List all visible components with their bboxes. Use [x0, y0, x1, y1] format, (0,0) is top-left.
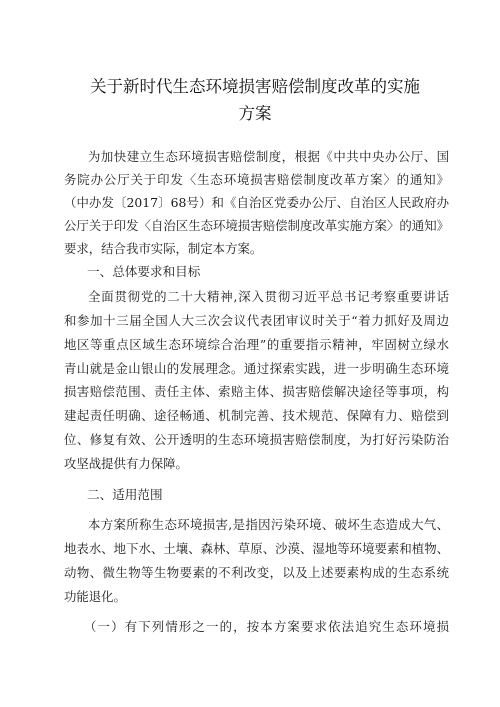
section-1-line-8: 攻坚战提供有力保障。 [64, 456, 188, 471]
section-1-line-3: 地区等重点区域生态环境综合治理”的重要指示精神，牢固树立绿水 [64, 337, 449, 352]
section-1-line-6: 建起责任明确、途径畅通、机制完善、技术规范、保障有力、赔偿到 [64, 408, 449, 423]
intro-line-3: （中办发〔2017〕68号）和《自治区党委办公厅、自治区人民政府办 [64, 195, 449, 210]
section-1-line-5: 损害赔偿范围、责任主体、索赔主体、损害赔偿解决途径等事项，构 [64, 384, 449, 399]
document-title-line-1: 关于新时代生态环境损害赔偿制度改革的实施 [90, 77, 420, 96]
document-title-line-2: 方案 [238, 104, 272, 123]
section-1-line-1: 全面贯彻党的二十大精神,深入贯彻习近平总书记考察重要讲话 [88, 289, 449, 304]
item-1-line: （一）有下列情形之一的，按本方案要求依法追究生态环境损 [84, 619, 449, 634]
section-2-line-4: 功能退化。 [64, 589, 126, 604]
intro-line-2: 务院办公厅关于印发〈生态环境损害赔偿制度改革方案〉的通知》 [64, 172, 449, 187]
section-2-line-1: 本方案所称生态环境损害,是指因污染环境、破坏生态造成大气、 [88, 517, 449, 532]
intro-line-1: 为加快建立生态环境损害赔偿制度，根据《中共中央办公厅、国 [88, 149, 449, 164]
section-1-heading: 一、总体要求和目标 [87, 264, 201, 279]
section-1-line-4: 青山就是金山银山的发展理念。通过探索实践，进一步明确生态环境 [64, 361, 449, 376]
section-2-line-3: 动物、微生物等生物要素的不利改变，以及上述要素构成的生态系统 [64, 565, 449, 580]
section-1-line-2: 和参加十三届全国人大三次会议代表团审议时关于“着力抓好及周边 [64, 313, 449, 328]
intro-line-4: 公厅关于印发〈自治区生态环境损害赔偿制度改革实施方案〉的通知》 [64, 218, 449, 233]
intro-line-5: 要求，结合我市实际，制定本方案。 [64, 241, 263, 256]
section-2-line-2: 地表水、地下水、土壤、森林、草原、沙漠、湿地等环境要素和植物、 [64, 541, 449, 556]
section-2-heading: 二、适用范围 [87, 487, 163, 502]
section-1-line-7: 位、修复有效、公开透明的生态环境损害赔偿制度，为打好污染防治 [64, 432, 449, 447]
